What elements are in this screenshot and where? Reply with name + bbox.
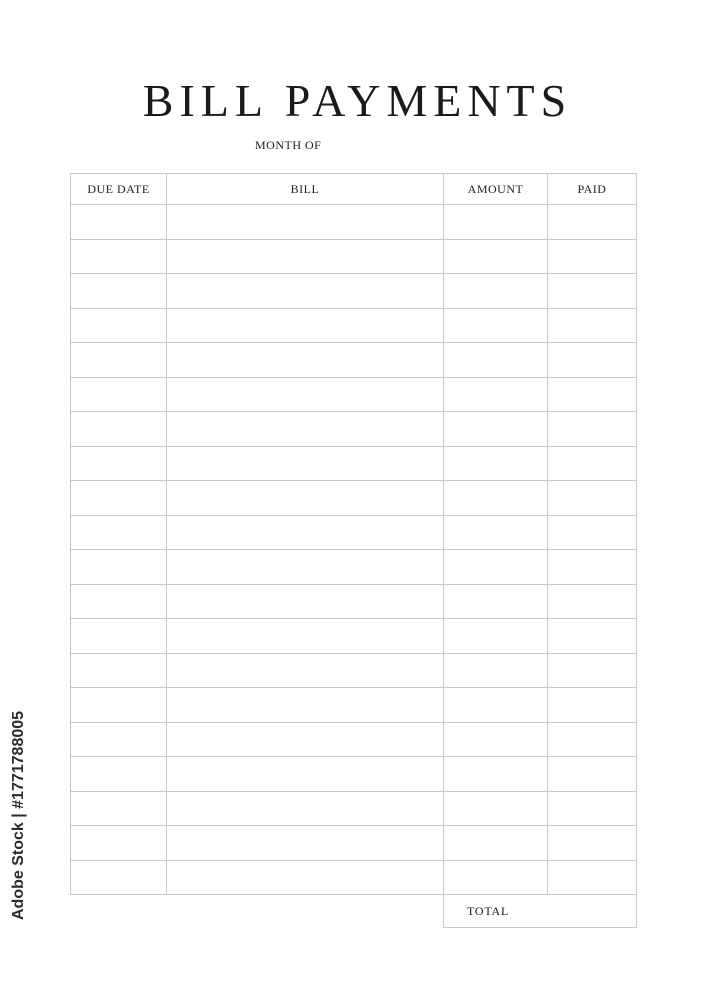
amount-cell[interactable] (444, 308, 548, 343)
table-row (71, 722, 637, 757)
amount-cell[interactable] (444, 550, 548, 585)
table-row (71, 584, 637, 619)
due-date-cell[interactable] (71, 308, 167, 343)
amount-cell[interactable] (444, 412, 548, 447)
due-date-cell[interactable] (71, 619, 167, 654)
amount-cell[interactable] (444, 791, 548, 826)
table-row (71, 515, 637, 550)
amount-cell[interactable] (444, 239, 548, 274)
table-row (71, 343, 637, 378)
bill-payments-table (70, 173, 637, 895)
paid-cell[interactable] (548, 481, 637, 516)
table-row (71, 308, 637, 343)
paid-cell[interactable] (548, 584, 637, 619)
amount-cell[interactable] (444, 722, 548, 757)
due-date-cell[interactable] (71, 412, 167, 447)
bill-cell[interactable] (167, 653, 444, 688)
bill-cell[interactable] (167, 343, 444, 378)
bill-cell[interactable] (167, 239, 444, 274)
paid-cell[interactable] (548, 826, 637, 861)
due-date-cell[interactable] (71, 860, 167, 895)
column-header-paid: PAID (548, 174, 637, 205)
amount-cell[interactable] (444, 584, 548, 619)
stock-watermark (8, 710, 38, 920)
bill-cell[interactable] (167, 446, 444, 481)
table-row (71, 205, 637, 240)
table-row (71, 757, 637, 792)
amount-cell[interactable] (444, 688, 548, 723)
bill-cell[interactable] (167, 722, 444, 757)
table-row (71, 481, 637, 516)
due-date-cell[interactable] (71, 826, 167, 861)
amount-cell[interactable] (444, 274, 548, 309)
paid-cell[interactable] (548, 791, 637, 826)
table-row (71, 688, 637, 723)
due-date-cell[interactable] (71, 481, 167, 516)
bill-cell[interactable] (167, 757, 444, 792)
paid-cell[interactable] (548, 239, 637, 274)
paid-cell[interactable] (548, 308, 637, 343)
amount-cell[interactable] (444, 619, 548, 654)
bill-cell[interactable] (167, 205, 444, 240)
due-date-cell[interactable] (71, 274, 167, 309)
amount-cell[interactable] (444, 860, 548, 895)
amount-cell[interactable] (444, 757, 548, 792)
bill-cell[interactable] (167, 308, 444, 343)
table-row (71, 826, 637, 861)
bill-cell[interactable] (167, 412, 444, 447)
column-header-amount: AMOUNT (444, 174, 548, 205)
due-date-cell[interactable] (71, 584, 167, 619)
paid-cell[interactable] (548, 274, 637, 309)
due-date-cell[interactable] (71, 446, 167, 481)
due-date-cell[interactable] (71, 343, 167, 378)
bill-cell[interactable] (167, 584, 444, 619)
due-date-cell[interactable] (71, 722, 167, 757)
due-date-cell[interactable] (71, 515, 167, 550)
paid-cell[interactable] (548, 205, 637, 240)
bill-cell[interactable] (167, 481, 444, 516)
amount-cell[interactable] (444, 515, 548, 550)
bill-cell[interactable] (167, 515, 444, 550)
paid-cell[interactable] (548, 446, 637, 481)
bill-cell[interactable] (167, 550, 444, 585)
total-label: TOTAL (467, 904, 510, 918)
paid-cell[interactable] (548, 860, 637, 895)
due-date-cell[interactable] (71, 377, 167, 412)
table-row (71, 446, 637, 481)
amount-cell[interactable] (444, 653, 548, 688)
page-title: BILL PAYMENTS (142, 75, 573, 126)
due-date-cell[interactable] (71, 791, 167, 826)
paid-cell[interactable] (548, 653, 637, 688)
paid-cell[interactable] (548, 343, 637, 378)
bill-cell[interactable] (167, 826, 444, 861)
table-row (71, 377, 637, 412)
due-date-cell[interactable] (71, 205, 167, 240)
bill-cell[interactable] (167, 688, 444, 723)
amount-cell[interactable] (444, 826, 548, 861)
column-header-bill: BILL (167, 174, 444, 205)
due-date-cell[interactable] (71, 550, 167, 585)
bill-cell[interactable] (167, 791, 444, 826)
amount-cell[interactable] (444, 377, 548, 412)
table-row (71, 550, 637, 585)
paid-cell[interactable] (548, 688, 637, 723)
table-row (71, 860, 637, 895)
table-row (71, 619, 637, 654)
paid-cell[interactable] (548, 722, 637, 757)
amount-cell[interactable] (444, 205, 548, 240)
amount-cell[interactable] (444, 481, 548, 516)
table-header-row (71, 174, 637, 205)
paid-cell[interactable] (548, 550, 637, 585)
amount-cell[interactable] (444, 343, 548, 378)
column-header-due-date: DUE DATE (71, 174, 167, 205)
table-row (71, 412, 637, 447)
amount-cell[interactable] (444, 446, 548, 481)
due-date-cell[interactable] (71, 239, 167, 274)
table-row (71, 239, 637, 274)
total-box[interactable] (443, 894, 637, 928)
stock-id-text: Adobe Stock | #1771788005 (10, 710, 27, 920)
table-row (71, 274, 637, 309)
bill-cell[interactable] (167, 860, 444, 895)
table-row (71, 653, 637, 688)
bill-cell[interactable] (167, 619, 444, 654)
bill-cell[interactable] (167, 377, 444, 412)
paid-cell[interactable] (548, 377, 637, 412)
bill-cell[interactable] (167, 274, 444, 309)
paid-cell[interactable] (548, 515, 637, 550)
paid-cell[interactable] (548, 412, 637, 447)
month-of-label: MONTH OF (255, 138, 322, 152)
due-date-cell[interactable] (71, 688, 167, 723)
due-date-cell[interactable] (71, 757, 167, 792)
due-date-cell[interactable] (71, 653, 167, 688)
paid-cell[interactable] (548, 757, 637, 792)
table-row (71, 791, 637, 826)
paid-cell[interactable] (548, 619, 637, 654)
